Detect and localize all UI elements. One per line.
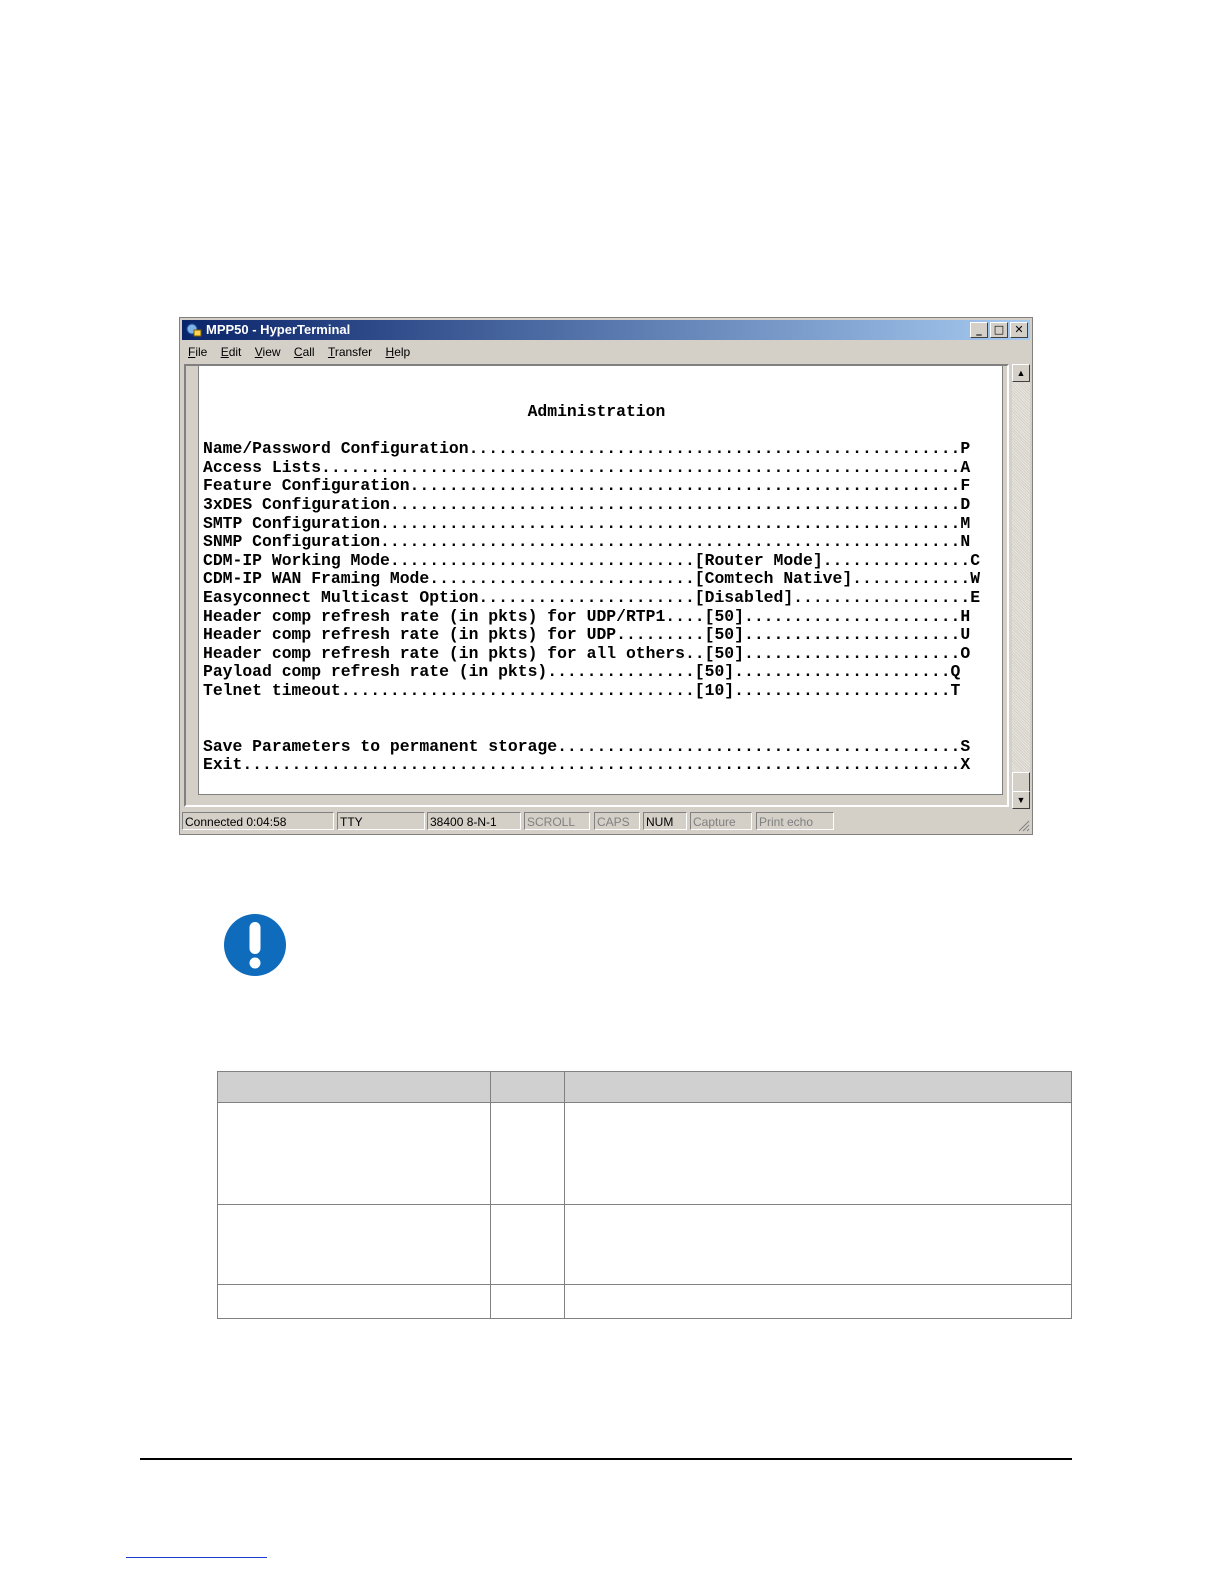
exclamation-icon xyxy=(223,913,287,977)
footer-rule xyxy=(140,1458,1072,1460)
menu-call[interactable]: Call xyxy=(293,345,315,359)
table-header-row xyxy=(218,1072,1072,1103)
terminal-line: Exit.........................................................................X xyxy=(203,755,971,775)
table-row xyxy=(218,1205,1072,1285)
table-row xyxy=(218,1103,1072,1205)
status-bar xyxy=(182,812,1030,832)
status-print-echo: Print echo xyxy=(756,812,834,830)
hyperterminal-icon xyxy=(186,322,202,338)
terminal-line: CDM-IP WAN Framing Mode...........................[Comtech Native]............W xyxy=(203,569,981,589)
close-button[interactable]: ✕ xyxy=(1010,322,1028,338)
table-header-cell xyxy=(564,1072,1071,1103)
status-connected: Connected 0:04:58 xyxy=(182,812,334,830)
terminal-line: CDM-IP Working Mode...............................[Router Mode]...............C xyxy=(203,550,981,570)
terminal-line: Name/Password Configuration..................................................P xyxy=(203,439,971,459)
status-scroll: SCROLL xyxy=(524,812,590,830)
terminal-line: Payload comp refresh rate (in pkts)...............[50]......................Q xyxy=(203,662,961,682)
menu-view[interactable]: View xyxy=(254,345,281,359)
resize-grip-icon[interactable] xyxy=(1016,818,1030,832)
menu-help[interactable]: Help xyxy=(385,345,411,359)
terminal-heading-text: Administration xyxy=(203,402,666,421)
terminal-screen[interactable] xyxy=(198,366,1003,795)
parameter-table xyxy=(217,1071,1072,1319)
terminal-menu-lines xyxy=(203,440,980,775)
status-num: NUM xyxy=(643,812,687,830)
terminal-line xyxy=(203,719,980,738)
terminal-text xyxy=(203,366,980,775)
maximize-button[interactable]: □ xyxy=(990,322,1008,338)
scroll-thumb[interactable] xyxy=(1012,772,1030,792)
terminal-line: Header comp refresh rate (in pkts) for all others..[50]......................O xyxy=(203,643,971,663)
vertical-scrollbar[interactable] xyxy=(1012,364,1030,809)
status-capture: Capture xyxy=(690,812,752,830)
terminal-line: Feature Configuration........................................................F xyxy=(203,476,971,496)
table-row xyxy=(218,1285,1072,1319)
terminal-line: Easyconnect Multicast Option......................[Disabled]..................E xyxy=(203,587,981,607)
window-title: MPP50 - HyperTerminal xyxy=(206,322,351,337)
terminal-line xyxy=(203,701,980,720)
terminal-heading xyxy=(203,366,980,403)
status-caps: CAPS xyxy=(594,812,640,830)
status-emulation: TTY xyxy=(337,812,425,830)
window-controls xyxy=(968,322,1028,338)
terminal-line: SNMP Configuration...........................................................N xyxy=(203,532,971,552)
terminal-line: Header comp refresh rate (in pkts) for UDP/RTP1....[50]......................H xyxy=(203,606,971,626)
terminal-line: Save Parameters to permanent storage.........................................S xyxy=(203,736,971,756)
minimize-button[interactable]: _ xyxy=(970,322,988,338)
terminal-frame xyxy=(184,364,1009,807)
menu-file[interactable]: File xyxy=(188,345,208,359)
scroll-down-icon[interactable]: ▼ xyxy=(1012,791,1030,809)
menu-bar xyxy=(184,342,1028,362)
title-bar[interactable] xyxy=(182,320,1030,340)
terminal-line: Access Lists.................................................................A xyxy=(203,457,971,477)
footer-link-underline xyxy=(126,1557,267,1558)
menu-edit[interactable]: Edit xyxy=(220,345,242,359)
table-header-cell xyxy=(218,1072,491,1103)
terminal-line: Telnet timeout....................................[10]......................T xyxy=(203,680,961,700)
terminal-line: SMTP Configuration...........................................................M xyxy=(203,513,971,533)
status-settings: 38400 8-N-1 xyxy=(427,812,521,830)
scroll-up-icon[interactable]: ▲ xyxy=(1012,364,1030,382)
hyperterminal-window xyxy=(179,317,1033,835)
table-header-cell xyxy=(490,1072,564,1103)
terminal-line: 3xDES Configuration..........................................................D xyxy=(203,494,971,514)
terminal-line: Header comp refresh rate (in pkts) for UDP.........[50]......................U xyxy=(203,625,971,645)
menu-transfer[interactable]: Transfer xyxy=(327,345,373,359)
